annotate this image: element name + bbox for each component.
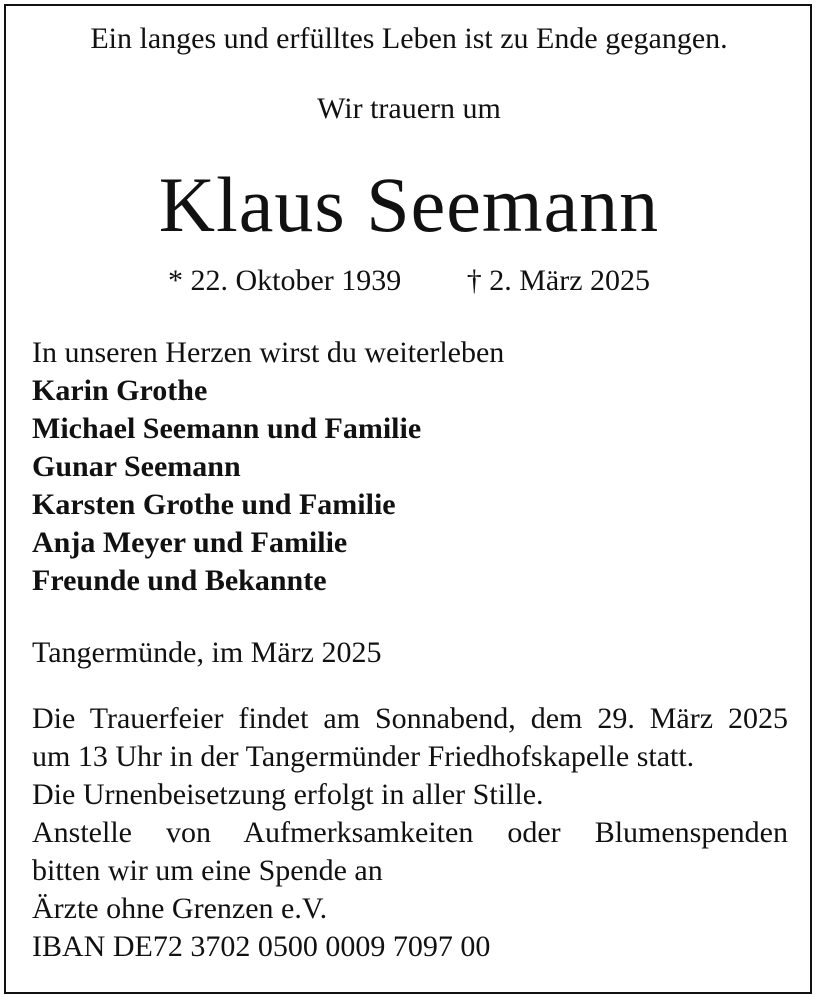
survivor-name: Anja Meyer und Familie — [32, 526, 348, 559]
mourning-line: Wir trauern um — [317, 92, 501, 125]
notice-line: Ärzte ohne Grenzen e.V. — [32, 892, 328, 925]
survivor-name: Freunde und Bekannte — [32, 564, 327, 597]
birth-date: * 22. Oktober 1939 — [167, 264, 402, 297]
notice-line: um 13 Uhr in der Tangermünder Friedhofskapelle statt. — [32, 740, 695, 773]
intro-text: Ein langes und erfülltes Leben ist zu Ende gegangen. — [90, 22, 728, 55]
notice-line: Anstelle von Aufmerksamkeiten oder Blumenspenden — [32, 816, 788, 849]
funeral-notice — [32, 700, 788, 966]
death-date: † 2. März 2025 — [466, 264, 651, 297]
survivor-name: Michael Seemann und Familie — [32, 412, 422, 445]
survivors-block — [32, 334, 504, 600]
place-date: Tangermünde, im März 2025 — [32, 636, 382, 669]
memory-line: In unseren Herzen wirst du weiterleben — [32, 336, 505, 369]
survivor-name: Karin Grothe — [32, 374, 208, 407]
notice-line: IBAN DE72 3702 0500 0009 7097 00 — [32, 930, 491, 963]
notice-line: bitten wir um eine Spende an — [32, 854, 383, 887]
notice-line: Die Urnenbeisetzung erfolgt in aller Stille. — [32, 778, 544, 811]
survivor-name: Karsten Grothe und Familie — [32, 488, 396, 521]
survivor-name: Gunar Seemann — [32, 450, 241, 483]
life-dates — [0, 264, 818, 298]
deceased-name: Klaus Seemann — [158, 161, 660, 248]
notice-line: Die Trauerfeier findet am Sonnabend, dem 29. März 2025 — [32, 702, 788, 735]
